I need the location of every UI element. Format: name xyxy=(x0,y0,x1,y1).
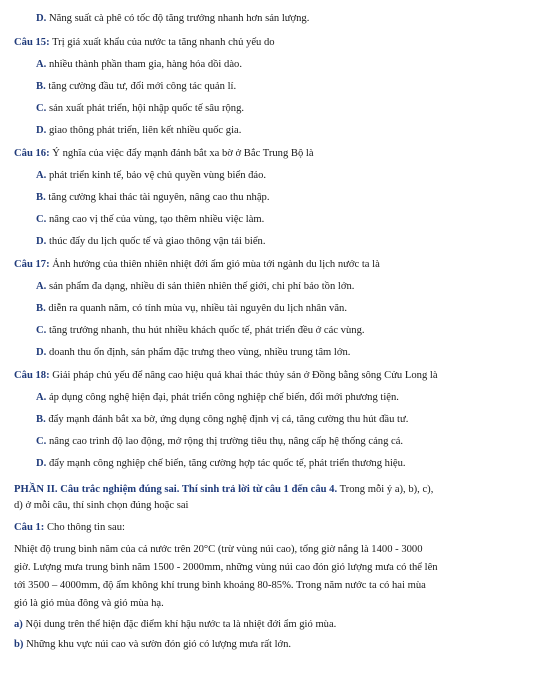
info-line-4: gió là gió mùa đông và gió mùa hạ. xyxy=(14,598,164,609)
option-text: tăng cường khai thác tài nguyên, nâng cao thu nhập. xyxy=(48,192,270,203)
option-letter: D. xyxy=(36,236,47,247)
statement-letter: b) xyxy=(14,639,24,650)
option-a-q16 xyxy=(36,169,266,183)
option-text: nâng cao trình độ lao động, mở rộng thị trường tiêu thụ, nâng cấp hệ thống cảng cá. xyxy=(48,436,404,447)
option-d-q15 xyxy=(36,124,241,138)
option-text: sản xuất phát triển, hội nhập quốc tế sâu rộng. xyxy=(48,103,245,114)
option-text: Năng suất cà phê có tốc độ tăng trưởng nhanh hơn sản lượng. xyxy=(48,13,310,24)
question-text: Ảnh hưởng của thiên nhiên nhiệt đới ẩm gió mùa tới ngành du lịch nước ta là xyxy=(52,259,380,270)
option-letter: C. xyxy=(36,436,47,447)
option-c-q17 xyxy=(36,324,365,338)
option-letter: B. xyxy=(36,81,46,92)
question-label: Câu 17: xyxy=(14,259,50,270)
part2-heading-tail: Trong mỗi ý a), b), c), xyxy=(337,484,434,495)
option-b-q15 xyxy=(36,80,236,94)
option-d-q16 xyxy=(36,235,266,249)
info-line-1: Nhiệt độ trung bình năm của cả nước trên 20°C (trừ vùng núi cao), tổng giờ nắng là 1400 - 3000 xyxy=(14,544,423,555)
info-line-3: tới 3500 – 4000mm, độ ẩm không khí trung bình khoảng 80-85%. Trong năm nước ta có hai mùa xyxy=(14,580,426,591)
question-label: Câu 15: xyxy=(14,37,50,48)
question-15 xyxy=(14,36,275,50)
question-label: Câu 18: xyxy=(14,370,50,381)
question-text: Ý nghĩa của việc đẩy mạnh đánh bắt xa bờ ở Bắc Trung Bộ là xyxy=(52,148,314,159)
info-line-2: giờ. Lượng mưa trung bình năm 1500 - 2000mm, những vùng núi cao đón gió lượng mưa có thể lên xyxy=(14,562,438,573)
question-label: Câu 16: xyxy=(14,148,50,159)
option-text: giao thông phát triển, liên kết nhiều quốc gia. xyxy=(48,125,242,136)
option-letter: D. xyxy=(36,125,47,136)
option-letter: A. xyxy=(36,281,47,292)
option-text: nhiều thành phần tham gia, hàng hóa dồi dào. xyxy=(48,59,242,70)
question-text: Cho thông tin sau: xyxy=(46,522,125,533)
option-text: đẩy mạnh đánh bắt xa bờ, ứng dụng công nghệ định vị cá, tăng cường thu hút đầu tư. xyxy=(48,414,409,425)
option-letter: D. xyxy=(36,347,47,358)
option-c-q16 xyxy=(36,213,264,227)
option-a-q15 xyxy=(36,58,242,72)
option-a-q17 xyxy=(36,280,354,294)
option-letter: B. xyxy=(36,303,46,314)
option-letter: D. xyxy=(36,13,47,24)
option-text: tăng trưởng nhanh, thu hút nhiều khách quốc tế, phát triển đều ở các vùng. xyxy=(48,325,365,336)
question-text: Trị giá xuất khẩu của nước ta tăng nhanh chủ yếu do xyxy=(52,37,275,48)
part2-heading-bold: PHẦN II. Câu trắc nghiệm đúng sai. Thí sinh trả lời từ câu 1 đến câu 4. xyxy=(14,484,338,495)
part2-heading-line2: d) ở mỗi câu, thí sinh chọn đúng hoặc sai xyxy=(14,500,189,511)
option-letter: A. xyxy=(36,170,47,181)
option-b-q17 xyxy=(36,302,347,316)
option-b-q18 xyxy=(36,413,408,427)
option-d-q14 xyxy=(36,12,309,26)
question-17 xyxy=(14,258,380,272)
option-c-q18 xyxy=(36,435,403,449)
statement-text: Nội dung trên thể hiện đặc điểm khí hậu nước ta là nhiệt đới ẩm gió mùa. xyxy=(25,619,337,630)
option-text: nâng cao vị thế của vùng, tạo thêm nhiều việc làm. xyxy=(48,214,265,225)
option-text: thúc đẩy du lịch quốc tế và giao thông vận tải biển. xyxy=(48,236,266,247)
option-text: sản phẩm đa dạng, nhiều di sản thiên nhiên thế giới, chi phí bảo tồn lớn. xyxy=(48,281,355,292)
part2-question-1 xyxy=(14,521,125,535)
statement-a xyxy=(14,618,336,632)
option-d-q18 xyxy=(36,457,406,471)
question-label: Câu 1: xyxy=(14,522,45,533)
option-text: diễn ra quanh năm, có tính mùa vụ, nhiều tài nguyên du lịch nhân văn. xyxy=(48,303,347,314)
question-16 xyxy=(14,147,314,161)
option-text: doanh thu ổn định, sản phẩm đặc trưng theo vùng, nhiều trung tâm lớn. xyxy=(48,347,351,358)
option-text: phát triển kinh tế, bảo vệ chủ quyền vùng biển đảo. xyxy=(48,170,267,181)
option-text: đẩy mạnh công nghiệp chế biến, tăng cường hợp tác quốc tế, phát triển thương hiệu. xyxy=(48,458,406,469)
option-text: tăng cường đầu tư, đổi mới công tác quản lí. xyxy=(48,81,237,92)
option-text: áp dụng công nghệ hiện đại, phát triển công nghiệp chế biến, đổi mới phương tiện. xyxy=(48,392,399,403)
statement-text: Những khu vực núi cao và sườn đón gió có lượng mưa rất lớn. xyxy=(26,639,292,650)
question-text: Giải pháp chủ yếu để nâng cao hiệu quả khai thác thủy sản ở Đồng bằng sông Cửu Long là xyxy=(52,370,438,381)
part2-heading xyxy=(14,483,433,497)
option-letter: B. xyxy=(36,414,46,425)
statement-letter: a) xyxy=(14,619,23,630)
option-letter: A. xyxy=(36,59,47,70)
option-letter: C. xyxy=(36,214,47,225)
option-letter: C. xyxy=(36,325,47,336)
option-b-q16 xyxy=(36,191,269,205)
statement-b xyxy=(14,638,291,652)
option-d-q17 xyxy=(36,346,350,360)
option-letter: C. xyxy=(36,103,47,114)
question-18 xyxy=(14,369,438,383)
option-c-q15 xyxy=(36,102,244,116)
option-a-q18 xyxy=(36,391,399,405)
option-letter: D. xyxy=(36,458,47,469)
option-letter: A. xyxy=(36,392,47,403)
option-letter: B. xyxy=(36,192,46,203)
